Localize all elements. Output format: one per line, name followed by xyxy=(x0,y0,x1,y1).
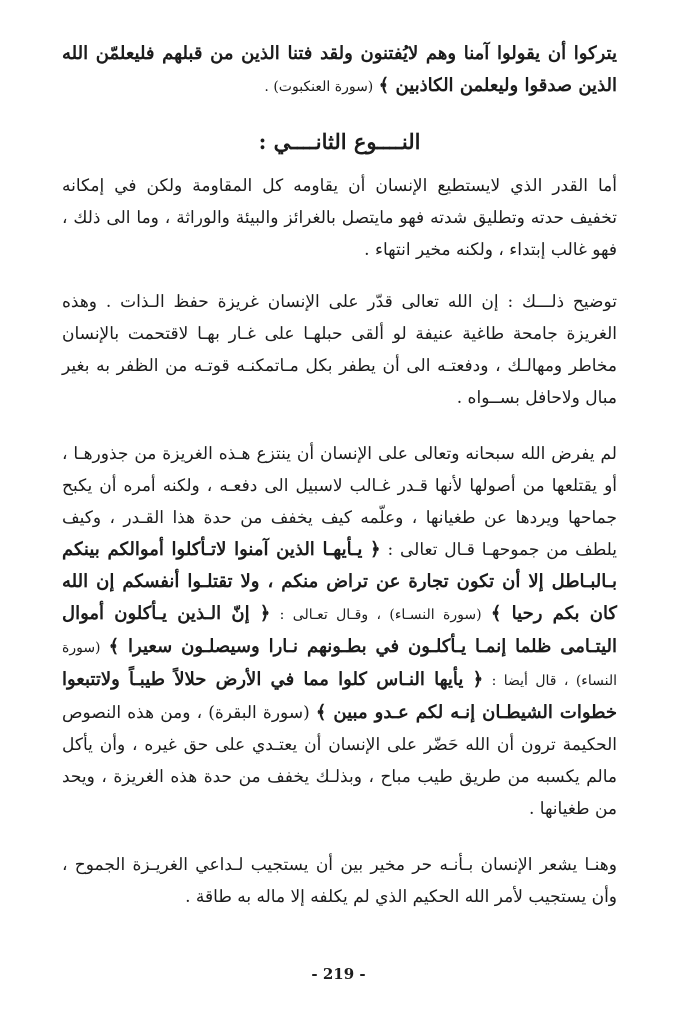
spacer xyxy=(62,825,617,849)
paragraph-3-text-1: لم يفرض الله سبحانه وتعالى على الإنسان أن ينتزع هـذه الغريزة من جذورهـا ، أو يقتلعها من أصولها لأنها قـدر غـالب لاسبيل الى دفعـه ، ولكنه أمره أن يكبح جماحها ويردها عن طغيانها ، وعلّمه كيف يخفف من حدة هذا القـدر ، وكيف يلطف من جموحهـا قـال تعالى : xyxy=(62,444,618,560)
verse-baqara-168: ﴿ يأيها النـاس كلوا مما في الأرض حلالاً طيبـاً ولاتتبعوا خطوات الشيطـان إنـه لكم عـدو مبين ﴾ xyxy=(62,669,618,723)
intro-verse: يتركوا أن يقولوا آمنا وهم لايُفتنون ولقد فتنا الذين من قبلهم فليعلمّن الله الذين صدقوا وليعلمن الكاذبين ﴾ xyxy=(62,43,617,96)
verse-nisa-29: ﴿ يـأيهـا الذين آمنوا لاتـأكلوا أموالكم بينكم بـالبـاطل إلا أن تكون تجارة عن تراض منكم ، ولا تقتلـوا أنفسكم إن الله كان بكم رحيا ﴾ xyxy=(62,539,618,624)
spacer xyxy=(62,266,617,286)
verse-nisa-10: ﴿ إنّ الـذين يـأكلون أموال اليتـامى ظلما إنمـا يـأكلـون في بطـونهم نـارا وسيصلـون سعيرا ﴾ xyxy=(62,603,617,657)
paragraph-2: توضيح ذلـــك : إن الله تعالى قدّر على الإنسان غريزة حفظ الـذات . وهذه الغريزة جامحة طاغية عنيفة لو ألقى حبلهـا على غـار بهـا لاقتحمت بالإنسان مخاطر ومهالـك ، ودفعتـه الى أن يطفر بكل مـاتمكنـه قوتـه من الظفر به بغير مبال ولاحافل بســواه . xyxy=(62,292,617,408)
intro-paragraph xyxy=(62,38,617,103)
paragraph-3-text-2: (سورة النسـاء) ، وقـال تعـالى : xyxy=(279,607,482,623)
paragraph-3-text-4: (سورة البقرة) ، ومن هذه النصوص الحكيمة ترون أن الله حَضّر على الإنسان أن يعتـدي على حق غيره ، وأن يأكل مالم يكسبه من طريق طيب مباح ، وبذلـك يخفف من حدة هذه الغريزة ، ويحد من طغيانها . xyxy=(62,703,617,819)
page-number: - 219 - xyxy=(311,965,366,983)
paragraph-3 xyxy=(62,438,617,825)
paragraph-4: وهنـا يشعر الإنسان بـأنـه حر مخير بين أن يستجيب لـداعي الغريـزة الجموح ، وأن يستجيب لأمر الله الحكيم الذي لم يكلفه إلا ماله به طاقة . xyxy=(62,855,617,907)
paragraph-3-text-3: (سورة النساء) ، قال أيضا : xyxy=(62,640,617,689)
spacer xyxy=(62,414,617,438)
intro-surah-ref: (سورة العنكبوت) . xyxy=(264,79,374,95)
paragraph-1: أما القدر الذي لايستطيع الإنسان أن يقاومه كل المقاومة ولكن في إمكانه تخفيف حدته وتطليق شدته فهو مايتصل بالغرائز والبيئة والوراثة ، وما الى ذلك ، فهو غالب إبتداء ، ولكنه مخير انتهاء . xyxy=(62,176,617,260)
section-heading: النــــوع الثانــــي : xyxy=(258,129,421,154)
